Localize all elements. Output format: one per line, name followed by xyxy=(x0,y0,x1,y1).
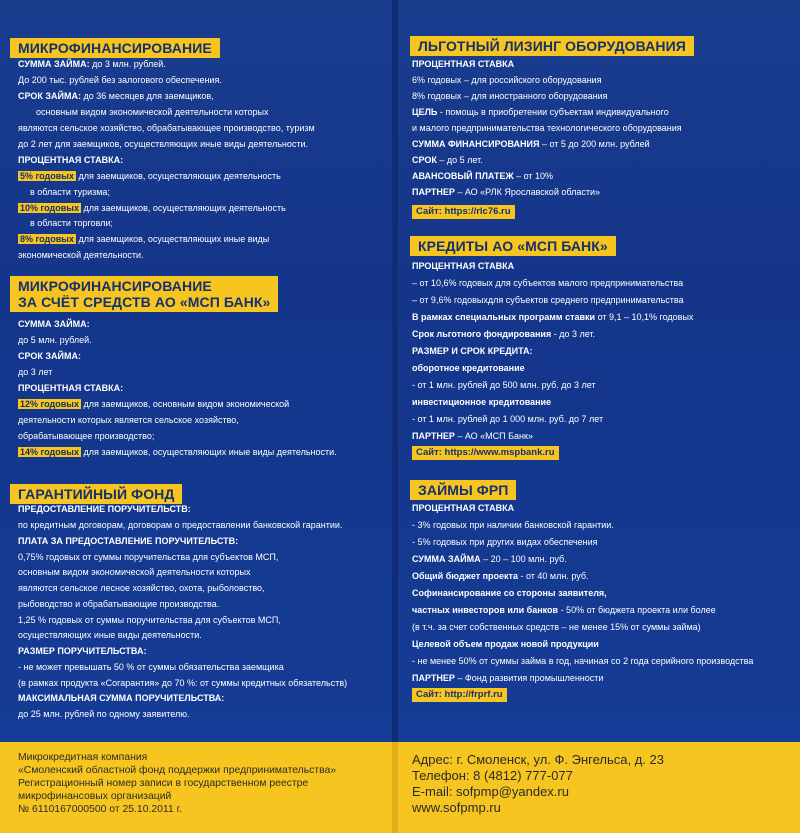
mspbank-size-label-text: РАЗМЕР И СРОК КРЕДИТА: xyxy=(412,346,533,356)
mspbank-working-capital-text: оборотное кредитование xyxy=(412,363,525,373)
msp-bank-title: КРЕДИТЫ АО «МСП БАНК» xyxy=(410,236,616,256)
guarantee-line-4: 0,75% годовых от суммы поручительства для субъектов МСП, xyxy=(18,552,279,562)
guarantee-fund-title: ГАРАНТИЙНЫЙ ФОНД xyxy=(10,484,182,504)
mspbank-partner-text: – АО «МСП Банк» xyxy=(454,431,533,441)
leasing-goal-label: ЦЕЛЬ xyxy=(412,107,438,117)
micro-sum-label: СУММА ЗАЙМА: xyxy=(18,59,90,69)
guarantee-line-13-text: МАКСИМАЛЬНАЯ СУММА ПОРУЧИТЕЛЬСТВА: xyxy=(18,693,225,703)
mspbank-working-capital xyxy=(412,362,525,374)
micro-rate-3-text: для заемщиков, осуществляющих иные виды xyxy=(75,234,270,244)
frp-sum-text: – 20 – 100 млн. руб. xyxy=(480,554,567,564)
leasing-rate-foreign: 8% годовых – для иностранного оборудования xyxy=(412,91,608,101)
mspbank-rate-label-text: ПРОЦЕНТНАЯ СТАВКА xyxy=(412,261,515,271)
msp-rate-1-highlight: 12% годовых xyxy=(20,399,79,409)
footer-registry-2: микрофинансовых организаций xyxy=(18,791,172,802)
msp-term-label xyxy=(18,350,81,362)
leasing-amount-text: – от 5 до 200 млн. рублей xyxy=(539,139,650,149)
micro-no-collateral: До 200 тыс. рублей без залогового обеспечения. xyxy=(18,75,222,85)
micro-sum-text: до 3 млн. рублей. xyxy=(89,59,166,69)
mspbank-special-label: В рамках специальных программ ставки xyxy=(412,312,596,322)
msp-micro-title-line-1: МИКРОФИНАНСИРОВАНИЕ xyxy=(18,278,212,294)
frp-budget-text: - от 40 млн. руб. xyxy=(517,571,589,581)
micro-rate-2 xyxy=(18,202,286,214)
mspbank-rate-small: – от 10,6% годовых для субъектов малого предпринимательства xyxy=(412,278,684,288)
msp-micro-title-line-2: ЗА СЧЁТ СРЕДСТВ АО «МСП БАНК» xyxy=(18,294,271,310)
leasing-goal-text: - помощь в приобретении субъектам индивидуального xyxy=(437,107,669,117)
micro-term-detail-2: являются сельское хозяйство, обрабатывающее производство, туризм xyxy=(18,123,315,133)
footer-company-type: Микрокредитная компания xyxy=(18,752,148,763)
leasing-term-text: – до 5 лет. xyxy=(436,155,483,165)
leasing-term xyxy=(412,154,483,166)
leasing-partner-label: ПАРТНЕР xyxy=(412,187,455,197)
micro-rate-3 xyxy=(18,233,269,245)
leasing-goal xyxy=(412,106,669,118)
leasing-partner-text: – АО «РЛК Ярославской области» xyxy=(454,187,601,197)
mspbank-partner xyxy=(412,430,533,442)
msp-microfinancing-title xyxy=(10,276,278,312)
leasing-site-link[interactable]: Сайт: https://rlc76.ru xyxy=(412,205,515,219)
micro-term-line xyxy=(18,90,214,102)
micro-rate-1-text: для заемщиков, осуществляющих деятельность xyxy=(75,171,281,181)
frp-investors-text: - 50% от бюджета проекта или более xyxy=(558,605,716,615)
mspbank-investment xyxy=(412,396,551,408)
msp-sum-value: до 5 млн. рублей. xyxy=(18,335,92,345)
frp-investors xyxy=(412,604,716,616)
frp-partner xyxy=(412,672,603,684)
leasing-rate-label xyxy=(412,58,514,70)
micro-rate-3-cont: экономической деятельности. xyxy=(18,250,144,260)
footer-company-name: «Смоленский областной фонд поддержки предпринимательства» xyxy=(18,765,337,776)
leasing-rate-russian: 6% годовых – для российского оборудования xyxy=(412,75,602,85)
micro-rate-2-cont: в области торговли; xyxy=(30,218,113,228)
leasing-term-label: СРОК xyxy=(412,155,437,165)
micro-rate-1-highlight: 5% годовых xyxy=(20,171,74,181)
left-panel xyxy=(0,0,392,742)
msp-rate-1-cont-2: обрабатывающее производство; xyxy=(18,431,155,441)
micro-rate-1-cont: в области туризма; xyxy=(30,187,110,197)
footer-email[interactable]: E-mail: sofpmp@yandex.ru xyxy=(412,784,569,799)
msp-term-value: до 3 лет xyxy=(18,367,53,377)
msp-term-label-text: СРОК ЗАЙМА: xyxy=(18,351,81,361)
micro-rate-3-highlight: 8% годовых xyxy=(20,234,74,244)
frp-sales-target-detail: - не менее 50% от суммы займа в год, начиная со 2 года серийного производства xyxy=(412,656,754,666)
msp-rate-2-highlight: 14% годовых xyxy=(20,447,79,457)
guarantee-line-13 xyxy=(18,692,224,704)
mspbank-investment-terms: - от 1 млн. рублей до 1 000 млн. руб. до 7 лет xyxy=(412,414,604,424)
leasing-title: ЛЬГОТНЫЙ ЛИЗИНГ ОБОРУДОВАНИЯ xyxy=(410,36,694,56)
frp-own-funds: (в т.ч. за счет собственных средств – не менее 15% от суммы займа) xyxy=(412,622,701,632)
msp-rate-label xyxy=(18,382,123,394)
micro-rate-2-highlight: 10% годовых xyxy=(20,203,79,213)
guarantee-line-12: (в рамках продукта «Согарантия» до 70 %: от суммы кредитных обязательств) xyxy=(18,678,348,688)
micro-sum-line xyxy=(18,58,166,70)
msp-rate-1-cont-1: деятельности которых является сельское хозяйство, xyxy=(18,415,239,425)
micro-rate-label xyxy=(18,154,123,166)
guarantee-line-14: до 25 млн. рублей по одному заявителю. xyxy=(18,709,190,719)
frp-sales-target-text: Целевой объем продаж новой продукции xyxy=(412,639,599,649)
leasing-goal-cont: и малого предпринимательства технологического оборудования xyxy=(412,123,682,133)
mspbank-funding-term-label: Срок льготного фондирования xyxy=(412,329,552,339)
microfinancing-title: МИКРОФИНАНСИРОВАНИЕ xyxy=(10,38,220,58)
msp-rate-label-text: ПРОЦЕНТНАЯ СТАВКА: xyxy=(18,383,124,393)
guarantee-line-9: осуществляющих иные виды деятельности. xyxy=(18,630,202,640)
footer-phone[interactable]: Телефон: 8 (4812) 777-077 xyxy=(412,768,573,783)
leasing-rate-label-text: ПРОЦЕНТНАЯ СТАВКА xyxy=(412,59,515,69)
mspbank-special-text: от 9,1 – 10,1% годовых xyxy=(595,312,694,322)
micro-term-detail-1: основным видом экономической деятельности которых xyxy=(36,107,269,117)
guarantee-line-1-text: ПРЕДОСТАВЛЕНИЕ ПОРУЧИТЕЛЬСТВ: xyxy=(18,504,191,514)
guarantee-line-3 xyxy=(18,535,238,547)
footer-address: Адрес: г. Смоленск, ул. Ф. Энгельса, д. 23 xyxy=(412,752,664,767)
micro-term-detail-3: до 2 лет для заемщиков, осуществляющих иные виды деятельности. xyxy=(18,139,309,149)
frp-investors-label: частных инвесторов или банков xyxy=(412,605,559,615)
mspbank-site-link[interactable]: Сайт: https://www.mspbank.ru xyxy=(412,446,559,460)
msp-rate-1-text: для заемщиков, основным видом экономической xyxy=(80,399,290,409)
mspbank-investment-text: инвестиционное кредитование xyxy=(412,397,552,407)
frp-site-link[interactable]: Сайт: http://frprf.ru xyxy=(412,688,507,702)
mspbank-special xyxy=(412,311,693,323)
leasing-advance-label: АВАНСОВЫЙ ПЛАТЕЖ xyxy=(412,171,514,181)
frp-rate-guarantee: - 3% годовых при наличии банковской гарантии. xyxy=(412,520,614,530)
mspbank-size-label xyxy=(412,345,533,357)
guarantee-line-3-text: ПЛАТА ЗА ПРЕДОСТАВЛЕНИЕ ПОРУЧИТЕЛЬСТВ: xyxy=(18,536,239,546)
guarantee-line-10-text: РАЗМЕР ПОРУЧИТЕЛЬСТВА: xyxy=(18,646,147,656)
msp-rate-1 xyxy=(18,398,289,410)
frp-rate-label-text: ПРОЦЕНТНАЯ СТАВКА xyxy=(412,503,515,513)
frp-budget xyxy=(412,570,589,582)
frp-partner-text: – Фонд развития промышленности xyxy=(454,673,604,683)
micro-rate-2-text: для заемщиков, осуществляющих деятельность xyxy=(80,203,286,213)
msp-sum-label xyxy=(18,318,90,330)
guarantee-line-7: рыбоводство и обрабатывающие производства. xyxy=(18,599,220,609)
leasing-partner xyxy=(412,186,600,198)
micro-rate-1 xyxy=(18,170,281,182)
micro-term-text: до 36 месяцев для заемщиков, xyxy=(80,91,214,101)
footer-website[interactable]: www.sofpmp.ru xyxy=(412,800,501,815)
guarantee-line-8: 1,25 % годовых от суммы поручительства для субъектов МСП, xyxy=(18,615,281,625)
leasing-advance-text: – от 10% xyxy=(513,171,554,181)
frp-rate-other: - 5% годовых при других видах обеспечения xyxy=(412,537,598,547)
footer-registry-number: № 6110167000500 от 25.10.2011 г. xyxy=(18,804,182,815)
frp-rate-label xyxy=(412,502,514,514)
right-panel xyxy=(398,0,800,742)
frp-budget-label: Общий бюджет проекта xyxy=(412,571,518,581)
mspbank-funding-term xyxy=(412,328,595,340)
frp-cofinancing xyxy=(412,587,607,599)
frp-partner-label: ПАРТНЕР xyxy=(412,673,455,683)
mspbank-working-capital-terms: - от 1 млн. рублей до 500 млн. руб. до 3 лет xyxy=(412,380,596,390)
mspbank-partner-label: ПАРТНЕР xyxy=(412,431,455,441)
micro-rate-label-text: ПРОЦЕНТНАЯ СТАВКА: xyxy=(18,155,124,165)
frp-sum xyxy=(412,553,567,565)
guarantee-line-5: основным видом экономической деятельности которых xyxy=(18,567,251,577)
micro-term-label: СРОК ЗАЙМА: xyxy=(18,91,81,101)
frp-cofinancing-text: Софинансирование со стороны заявителя, xyxy=(412,588,607,598)
mspbank-funding-term-text: - до 3 лет. xyxy=(551,329,596,339)
msp-sum-label-text: СУММА ЗАЙМА: xyxy=(18,319,90,329)
guarantee-line-6: являются сельское лесное хозяйство, охота, рыболовство, xyxy=(18,583,265,593)
guarantee-line-10 xyxy=(18,645,146,657)
guarantee-line-11: - не может превышать 50 % от суммы обязательства заемщика xyxy=(18,662,284,672)
mspbank-rate-label xyxy=(412,260,514,272)
guarantee-line-1 xyxy=(18,503,191,515)
leasing-amount xyxy=(412,138,650,150)
leasing-amount-label: СУММА ФИНАНСИРОВАНИЯ xyxy=(412,139,540,149)
msp-rate-2 xyxy=(18,446,337,458)
msp-rate-2-text: для заемщиков, осуществляющих иные виды деятельности. xyxy=(80,447,337,457)
leasing-advance xyxy=(412,170,553,182)
frp-title: ЗАЙМЫ ФРП xyxy=(410,480,516,500)
frp-sales-target xyxy=(412,638,599,650)
mspbank-rate-medium: – от 9,6% годовыхдля субъектов среднего предпринимательства xyxy=(412,295,684,305)
guarantee-line-2: по кредитным договорам, договорам о предоставлении банковской гарантии. xyxy=(18,520,343,530)
frp-sum-label: СУММА ЗАЙМА xyxy=(412,554,481,564)
footer-registry-1: Регистрационный номер записи в государственном реестре xyxy=(18,778,309,789)
